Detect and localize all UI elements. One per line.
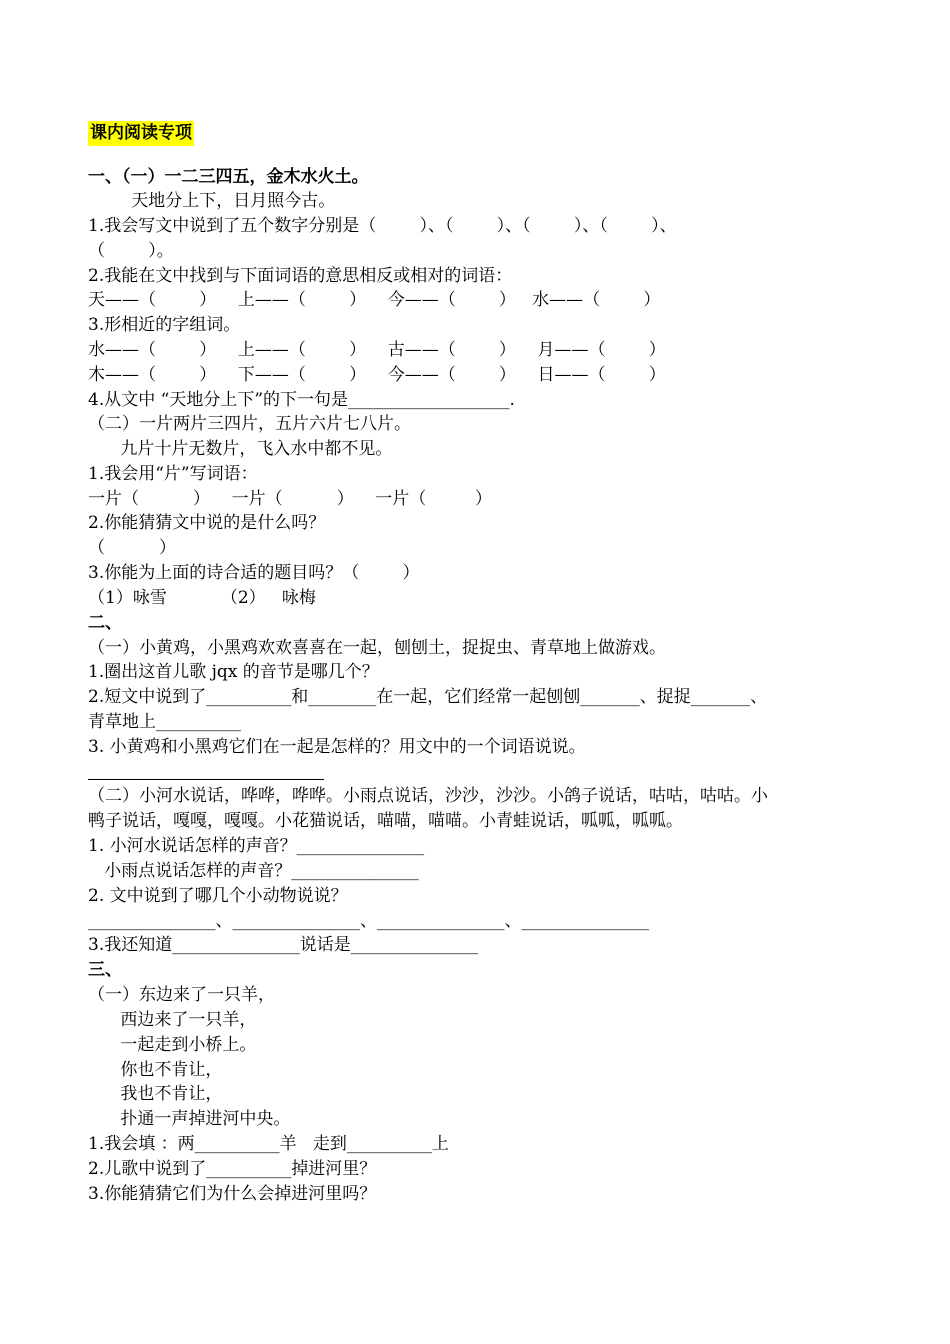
question-line: 3.我还知道_______________说话是_______________ — [88, 935, 479, 955]
passage-line: 九片十片无数片，飞入水中都不见。 — [88, 439, 393, 459]
section-2-header: 二、 — [88, 613, 122, 633]
question-line: 1.我会用“片”写词语： — [88, 464, 258, 484]
section-3-header: 三、 — [88, 960, 122, 980]
passage-line: （一）小黄鸡，小黑鸡欢欢喜喜在一起，刨刨土，捉捉虫、青草地上做游戏。 — [88, 638, 666, 658]
poem-line: 你也不肯让， — [88, 1060, 223, 1080]
question-line: 1.圈出这首儿歌 jqx 的音节是哪几个？ — [88, 662, 379, 682]
question-line: 3.你能为上面的诗合适的题目吗？（ ） — [88, 563, 420, 583]
poem-line: 我也不肯让， — [88, 1084, 223, 1104]
question-line: 4.从文中 “天地分上下”的下一句是___________________. — [88, 390, 515, 410]
question-line: 1. 小河水说话怎样的声音？_______________ — [88, 836, 425, 856]
answer-line: _______________、_______________、_______________、_______________ — [88, 911, 649, 931]
question-line: （ ）。 — [88, 241, 174, 261]
question-line: 2.你能猜猜文中说的是什么吗？ — [88, 513, 326, 533]
question-line: 2.儿歌中说到了__________掉进河里？ — [88, 1159, 377, 1179]
poem-line: 一起走到小桥上。 — [88, 1035, 257, 1055]
question-line: 青草地上__________ — [88, 712, 241, 732]
passage-line: （二）小河水说话，哗哗，哗哗。小雨点说话，沙沙，沙沙。小鸽子说话，咕咕，咕咕。小 — [88, 786, 768, 806]
poem-line: 西边来了一只羊， — [88, 1010, 257, 1030]
question-line: 1.我会写文中说到了五个数字分别是（ ）、（ ）、（ ）、（ ）、 — [88, 216, 677, 236]
answer-line: 一片（ ） 一片（ ） 一片（ ） — [88, 489, 492, 509]
question-line: 3. 小黄鸡和小黑鸡它们在一起是怎样的？用文中的一个词语说说。 — [88, 737, 586, 757]
question-line: 3.形相近的字组词。 — [88, 315, 241, 335]
question-line: 2.我能在文中找到与下面词语的意思相反或相对的词语： — [88, 266, 513, 286]
passage-line: 鸭子说话，嘎嘎，嘎嘎。小花猫说话，喵喵，喵喵。小青蛙说话，呱呱，呱呱。 — [88, 811, 683, 831]
worksheet-title: 课内阅读专项 — [88, 122, 194, 144]
question-line: 3.你能猜猜它们为什么会掉进河里吗？ — [88, 1184, 377, 1204]
answer-blank-line — [88, 779, 324, 780]
question-line: 2.短文中说到了__________和________在一起，它们经常一起刨刨_______、捉捉_______、 — [88, 687, 768, 707]
passage-line: （二）一片两片三四片，五片六片七八片。 — [88, 414, 411, 434]
section-1-header: 一、（一）一二三四五，金木水火土。 — [88, 167, 369, 187]
answer-line: 水——（ ） 上——（ ） 古——（ ） 月——（ ） — [88, 340, 666, 360]
question-line: 2. 文中说到了哪几个小动物说说？ — [88, 886, 348, 906]
answer-line: 木——（ ） 下——（ ） 今——（ ） 日——（ ） — [88, 365, 666, 385]
question-line: 1.我会填 ：两__________羊 走到__________上 — [88, 1134, 449, 1154]
question-line: 小雨点说话怎样的声音？_______________ — [88, 861, 419, 881]
answer-line: （ ） — [88, 538, 177, 558]
poem-line: 扑通一声掉进河中央。 — [88, 1109, 291, 1129]
poem-line: 天地分上下，日月照今古。 — [88, 191, 336, 211]
poem-line: （一）东边来了一只羊， — [88, 985, 275, 1005]
answer-line: 天——（ ） 上——（ ） 今——（ ） 水——（ ） — [88, 290, 661, 310]
options-line: （1）咏雪 （2） 咏梅 — [88, 588, 316, 608]
